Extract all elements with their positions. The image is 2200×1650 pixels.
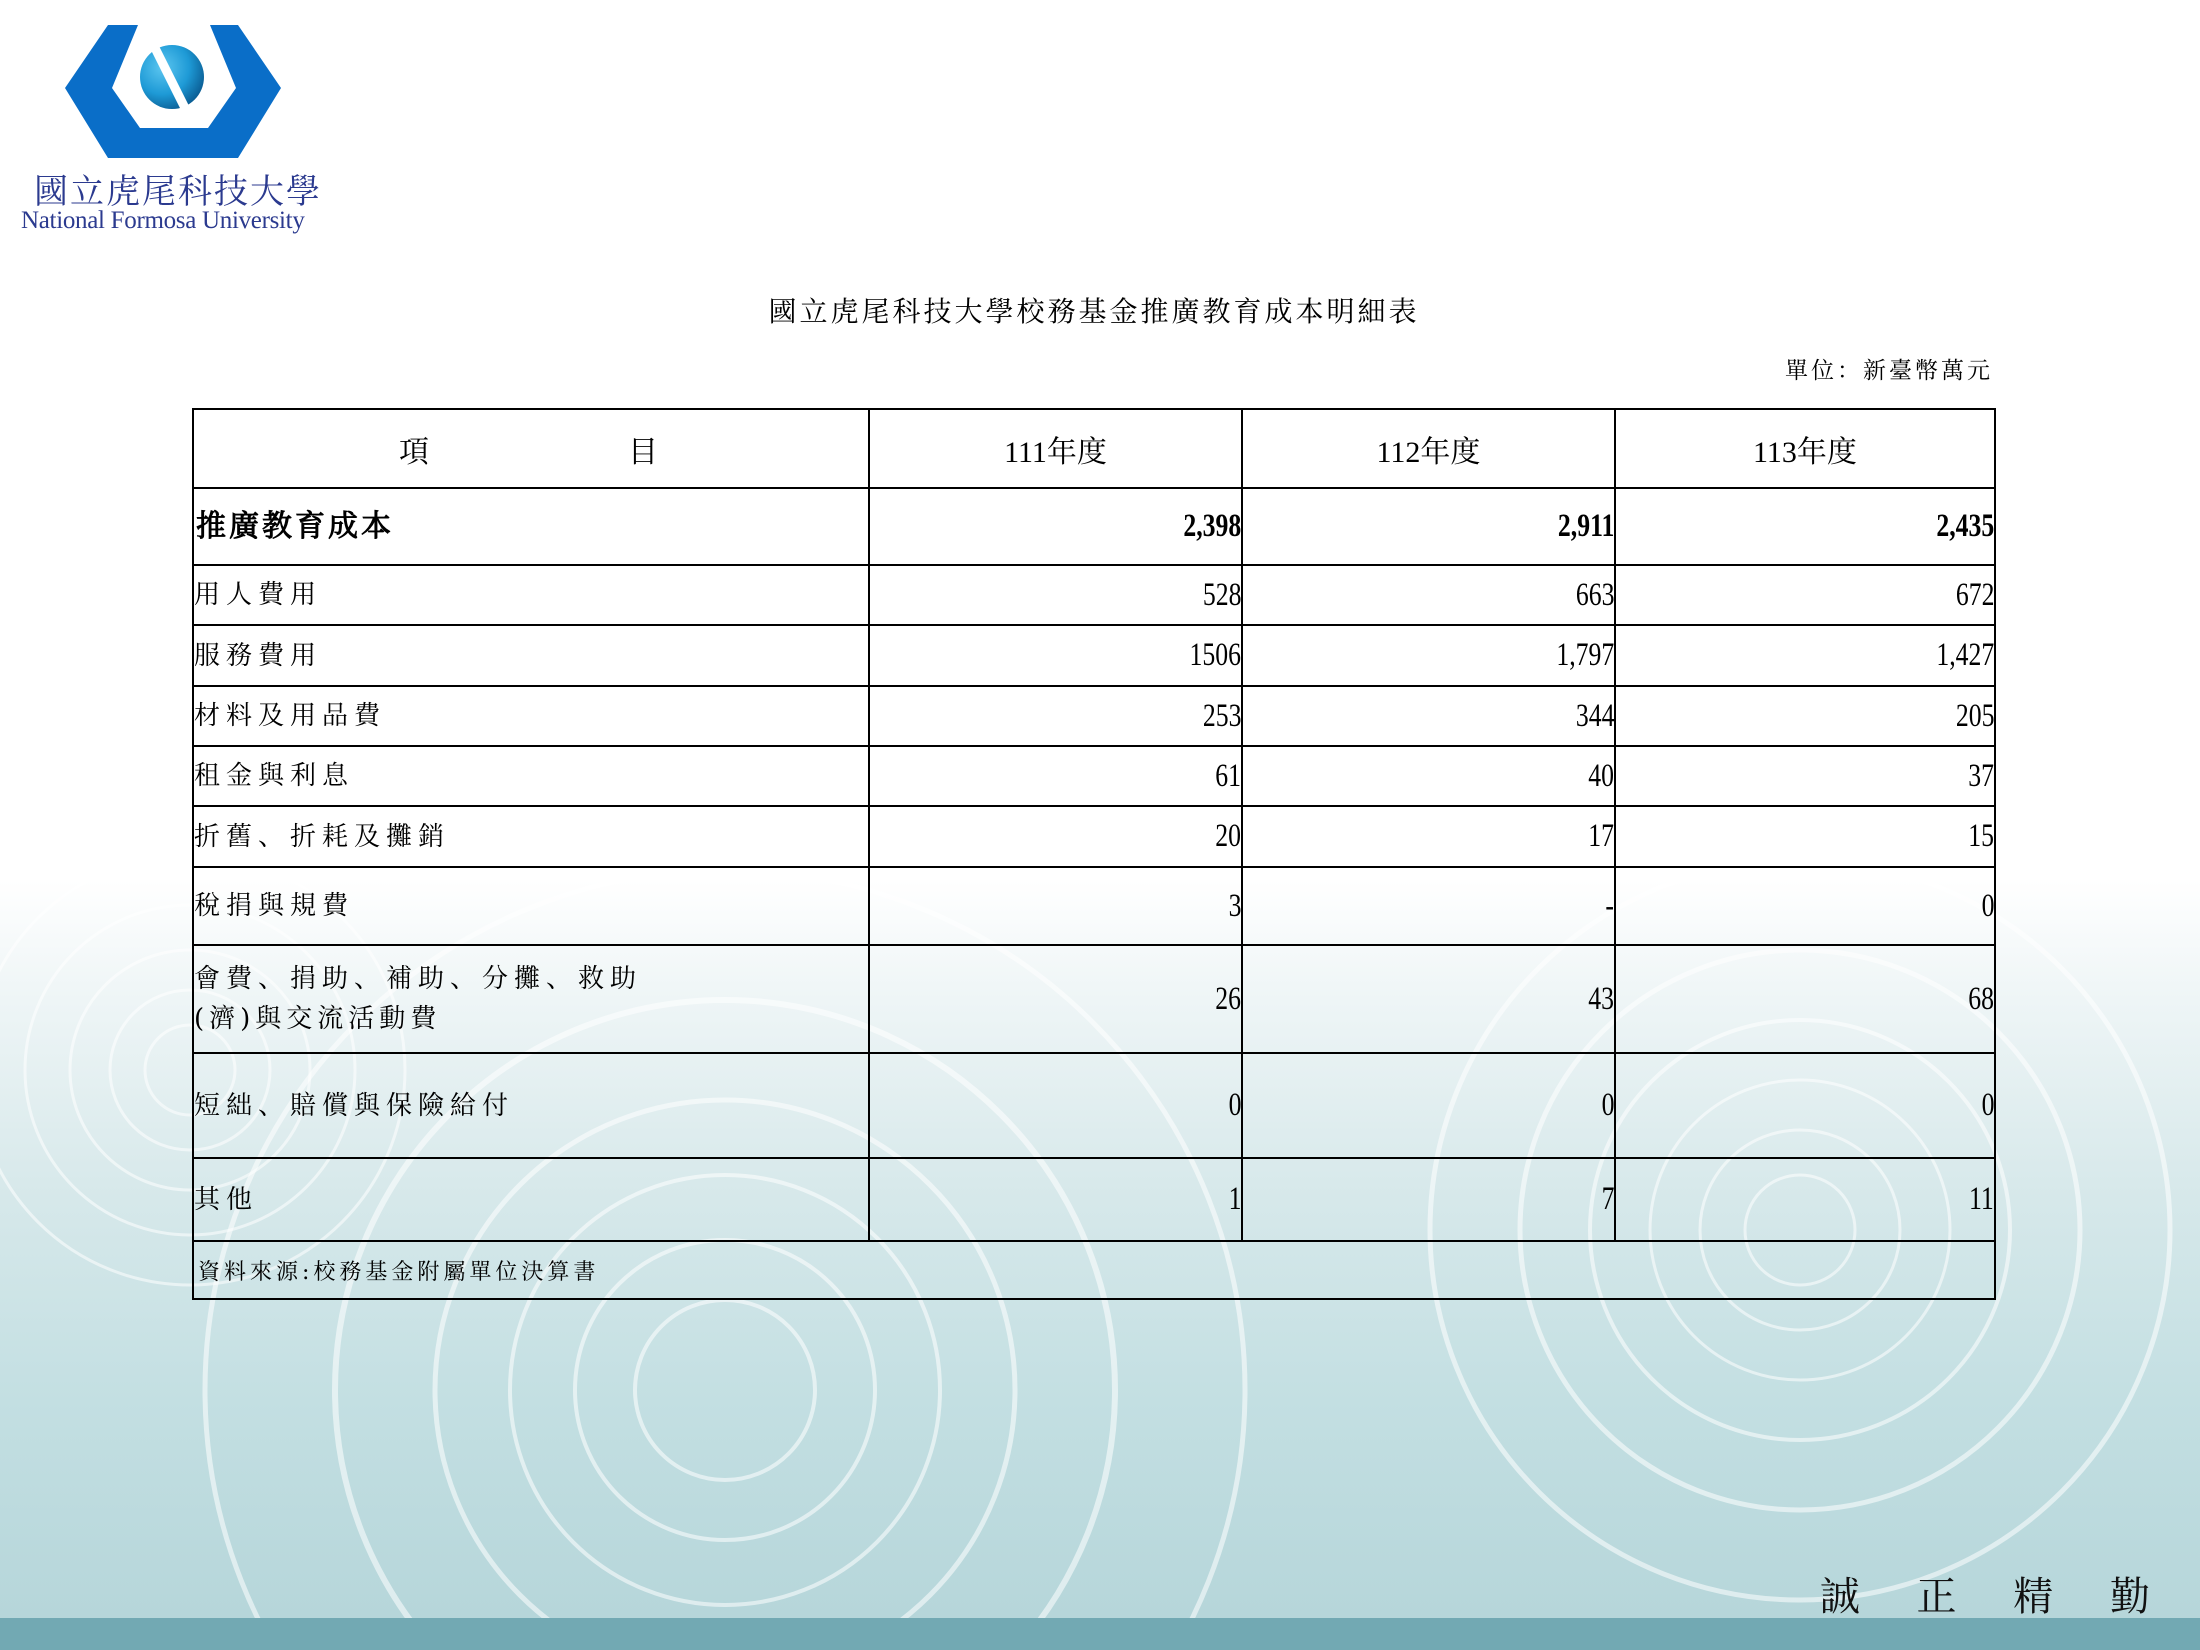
table-source-row <box>193 1241 1995 1299</box>
footer-bar <box>0 1618 2200 1650</box>
row-label: 折舊、折耗及攤銷 <box>193 806 869 867</box>
value-112: 40 <box>1588 757 1614 794</box>
table-row <box>193 746 1995 806</box>
value-113: 15 <box>1968 818 1994 854</box>
value-113: 2,435 <box>1936 508 1994 544</box>
value-111: 1506 <box>1189 637 1241 673</box>
value-113: 672 <box>1955 576 1994 613</box>
value-113: 205 <box>1955 697 1994 734</box>
header-year-113: 113年度 <box>1615 409 1995 488</box>
value-113: 1,427 <box>1936 637 1994 673</box>
value-111: 26 <box>1215 980 1241 1017</box>
document-title: 國立虎尾科技大學校務基金推廣教育成本明細表 <box>768 295 1420 328</box>
table-row <box>193 565 1995 625</box>
table-header-row <box>193 409 1995 488</box>
value-112: 0 <box>1601 1087 1614 1123</box>
extension-education-cost-table <box>192 408 1996 1300</box>
value-112: 43 <box>1588 980 1614 1017</box>
header-year-112: 112年度 <box>1242 409 1615 488</box>
nfu-hexagon-logo-icon <box>60 22 286 162</box>
value-112: 2,911 <box>1557 508 1614 544</box>
value-112: 344 <box>1575 697 1614 734</box>
value-113: 0 <box>1981 1087 1994 1123</box>
value-112: 7 <box>1601 1181 1614 1217</box>
value-111: 61 <box>1215 757 1241 794</box>
university-name-cn: 國立虎尾科技大學 <box>34 172 322 212</box>
value-111: 528 <box>1202 576 1241 613</box>
table-row <box>193 867 1995 945</box>
value-111: 1 <box>1228 1181 1241 1217</box>
row-label: 服務費用 <box>193 625 869 686</box>
header-item: 項 目 <box>193 409 869 488</box>
value-111: 3 <box>1228 887 1241 924</box>
row-label: 租金與利息 <box>193 746 869 806</box>
row-label: 會費、捐助、補助、分攤、救助 (濟)與交流活動費 <box>193 945 869 1053</box>
row-label: 短絀、賠償與保險給付 <box>193 1053 869 1158</box>
row-label: 用人費用 <box>193 565 869 625</box>
value-112: 663 <box>1575 576 1614 613</box>
table-row <box>193 1158 1995 1241</box>
table-row <box>193 806 1995 867</box>
value-112: 1,797 <box>1556 637 1614 673</box>
value-112: - <box>1605 887 1614 924</box>
value-111: 20 <box>1215 818 1241 854</box>
value-111: 0 <box>1228 1087 1241 1123</box>
row-label: 材料及用品費 <box>193 686 869 746</box>
unit-label: 單位：新臺幣萬元 <box>1785 358 1993 384</box>
table-row <box>193 945 1995 1053</box>
value-111: 253 <box>1202 697 1241 734</box>
value-113: 0 <box>1981 887 1994 924</box>
university-name-en: National Formosa University <box>21 207 305 234</box>
row-label: 稅捐與規費 <box>193 867 869 945</box>
table-row <box>193 686 1995 746</box>
school-motto: 誠 正 精 勤 <box>1819 1574 2172 1620</box>
table-row <box>193 625 1995 686</box>
value-113: 68 <box>1968 980 1994 1017</box>
table-row-total <box>193 488 1995 565</box>
data-source-note: 資料來源:校務基金附屬單位決算書 <box>193 1241 1995 1299</box>
row-label: 推廣教育成本 <box>193 488 869 565</box>
table-row <box>193 1053 1995 1158</box>
value-113: 11 <box>1969 1181 1994 1217</box>
value-113: 37 <box>1968 757 1994 794</box>
value-112: 17 <box>1588 818 1614 854</box>
row-label: 其他 <box>193 1158 869 1241</box>
header-year-111: 111年度 <box>869 409 1242 488</box>
value-111: 2,398 <box>1183 508 1241 544</box>
